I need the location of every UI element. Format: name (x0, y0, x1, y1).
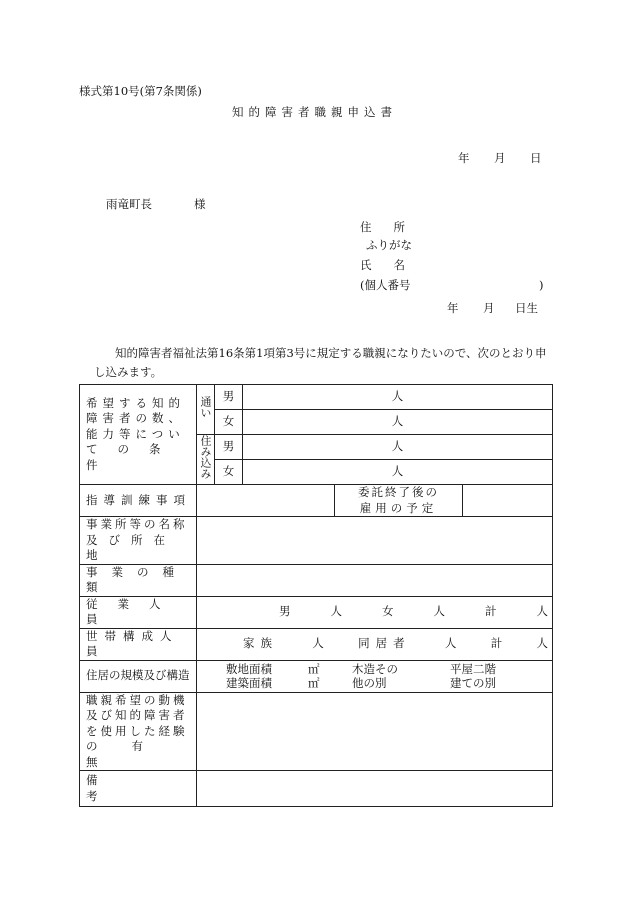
business-type-value (197, 564, 553, 596)
after-contract-line1: 委託終了後の (358, 485, 439, 499)
name-label: 氏名 (360, 258, 427, 272)
livein-label: 住み込み (199, 435, 212, 480)
employees-female: 女 (382, 604, 394, 619)
employees-value (197, 596, 553, 628)
application-table (79, 384, 553, 807)
household-value (197, 628, 553, 660)
personal-number-label: (個人番号 (360, 278, 411, 292)
livein-female-count: 人 (243, 460, 553, 485)
employees-female-unit: 人 (433, 604, 445, 619)
birth-year-label: 年 (447, 301, 459, 315)
livein-female-label: 女 (215, 460, 243, 485)
guidance-value (197, 485, 335, 517)
commute-male-label: 男 (215, 385, 243, 410)
motive-label-line3: を使用した経験 (86, 723, 188, 738)
office-value (197, 517, 553, 565)
motive-label-line2: 及び知的障害者 (86, 708, 188, 723)
household-cohabitant-unit: 人 (444, 636, 457, 651)
remarks-label: 備考 (80, 771, 197, 807)
body-text-line1: 知的障害者福祉法第16条第1項第3号に規定する職親になりたいので、次のとおり申 (115, 346, 547, 360)
birth-month-label: 月 (483, 301, 495, 315)
household-family-unit: 人 (312, 636, 324, 651)
form-number: 様式第10号(第7条関係) (79, 84, 202, 98)
motive-label-line1: 職親希望の動機 (86, 692, 188, 707)
household-total-unit: 人 (536, 636, 548, 651)
livein-male-count: 人 (243, 435, 553, 460)
office-label-line2: 及び所在地 (86, 532, 176, 563)
household-cohabitant: 同居者 (358, 636, 411, 651)
household-total: 計 (490, 636, 503, 651)
recipient-name: 雨竜町長 (106, 197, 152, 211)
employees-total: 計 (485, 604, 497, 619)
remarks-value (197, 771, 553, 807)
household-label: 世帯構成人員 (80, 628, 197, 660)
commute-female-label: 女 (215, 410, 243, 435)
birth-day-label: 日生 (515, 301, 538, 315)
after-contract-line2: 雇用の予定 (359, 500, 438, 515)
motive-value (197, 692, 553, 771)
date-year-label: 年 (458, 151, 470, 165)
body-text-line2: し込みます。 (94, 365, 163, 379)
after-contract-value (463, 485, 553, 517)
desired-label-line1: 希望する知的 (86, 395, 185, 410)
commute-male-count: 人 (243, 385, 553, 410)
date-month-label: 月 (494, 151, 506, 165)
commute-female-count: 人 (243, 410, 553, 435)
employees-male: 男 (279, 604, 291, 619)
employees-male-unit: 人 (330, 604, 342, 619)
commute-label: 通い (199, 396, 212, 419)
story-line2: 建ての別 (450, 676, 496, 691)
personal-number-close: ) (539, 278, 544, 292)
recipient-honorific: 様 (194, 197, 206, 211)
after-contract-label (335, 485, 463, 517)
wood-construction-line2: 他の別 (352, 676, 387, 691)
employees-label: 従業人員 (80, 596, 197, 628)
furigana-label: ふりがな (366, 238, 412, 252)
desired-label-line2: 障害者の数、 (86, 411, 185, 426)
guidance-label: 指導訓練事項 (80, 485, 197, 517)
floor-area-unit: ㎡ (308, 676, 320, 691)
residence-label: 住居の規模及び構造 (80, 660, 197, 692)
date-day-label: 日 (530, 151, 542, 165)
story-line1: 平屋二階 (450, 661, 496, 676)
desired-label-line3: 能力等につい (86, 426, 185, 441)
household-family: 家族 (243, 636, 278, 651)
floor-area-label: 建築面積 (226, 676, 272, 691)
motive-label (80, 692, 197, 771)
desired-conditions-label (80, 385, 197, 485)
address-label: 住所 (360, 220, 427, 234)
business-type-label: 事業の種類 (80, 564, 197, 596)
land-area-unit: ㎡ (308, 661, 320, 676)
commute-label-cell (197, 385, 215, 435)
livein-label-cell (197, 435, 215, 485)
wood-construction-line1: 木造その (352, 661, 398, 676)
employees-total-unit: 人 (536, 604, 548, 619)
office-label (80, 517, 197, 565)
residence-value (197, 660, 553, 692)
motive-label-line4: の有無 (86, 739, 177, 769)
land-area-label: 敷地面積 (226, 661, 272, 676)
desired-label-line4: ての条件 (86, 442, 181, 472)
office-label-line1: 事業所等の名称 (86, 517, 188, 532)
livein-male-label: 男 (215, 435, 243, 460)
form-title: 知的障害者職親申込書 (232, 105, 397, 119)
